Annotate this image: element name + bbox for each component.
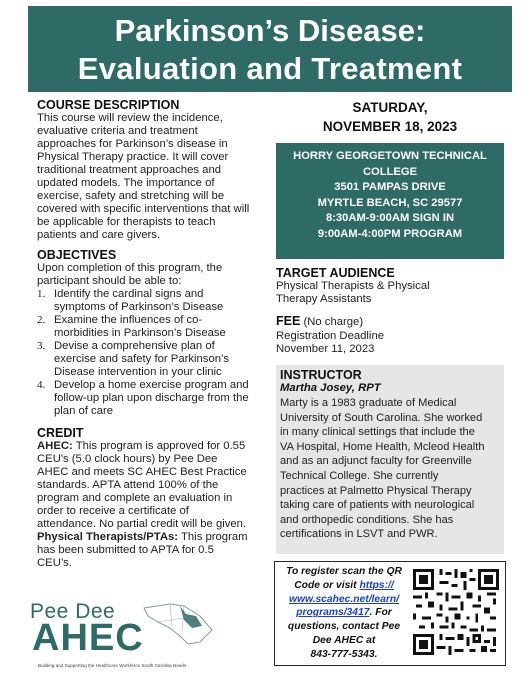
qr-code-icon[interactable] <box>413 568 499 656</box>
target-audience-text <box>276 280 504 306</box>
credit-line: CEU’s. <box>37 557 72 569</box>
objective-item <box>37 379 265 418</box>
credit-line: This program <box>178 531 248 543</box>
objectives-list <box>37 288 265 418</box>
event-date <box>276 98 504 136</box>
registration-link-part[interactable]: https:// <box>359 579 394 591</box>
desc-line: exercise, safety and stretching will be <box>37 190 225 202</box>
objectives-intro <box>37 262 265 288</box>
deadline-date: November 11, 2023 <box>276 343 375 355</box>
pee-dee-ahec-logo <box>30 600 265 676</box>
logo-tagline: Building and Supporting the Healthcare Workforce South Carolina Needs <box>38 663 187 668</box>
objective-line: symptoms of Parkinson’s Disease <box>54 301 224 313</box>
credit-line: order to receive a certificate of <box>37 505 189 517</box>
bio-line: VA Hospital, Home Health, Mcleod Health <box>280 440 485 453</box>
bio-line: Marty is a 1983 graduate of Medical <box>280 397 457 409</box>
logo-text-big: AHEC <box>32 617 144 659</box>
desc-line: This course will review the incidence, <box>37 112 223 124</box>
registration-text <box>281 565 407 662</box>
desc-line: evaluative criteria and treatment <box>37 125 198 137</box>
venue-line: MYRTLE BEACH, SC 29577 <box>317 196 463 209</box>
venue-line: 8:30AM-9:00AM SIGN IN <box>325 212 455 224</box>
desc-line: Physical Therapy practice. It will cover <box>37 151 229 163</box>
objective-line: Develop a home exercise program and <box>54 379 249 391</box>
objective-line: follow-up plan upon discharge from the <box>54 392 249 404</box>
credit-line: program and complete an evaluation in <box>37 492 233 504</box>
event-date-text: NOVEMBER 18, 2023 <box>322 119 458 134</box>
desc-line: approaches for Parkinson’s disease in <box>37 138 228 150</box>
objective-item <box>37 314 265 340</box>
credit-heading: CREDIT <box>37 426 84 440</box>
credit-pt-text <box>37 531 265 570</box>
fee-heading: FEE <box>276 314 301 328</box>
registration-line: questions, contact Pee <box>287 621 401 633</box>
registration-line: Dee AHEC at <box>312 634 376 646</box>
credit-ahec-text <box>37 440 265 531</box>
desc-line: updated models. The importance of <box>37 177 215 189</box>
registration-line: . For <box>369 607 392 619</box>
title-line-1: Parkinson’s Disease: <box>114 13 426 48</box>
objective-line: Devise a comprehensive plan of <box>54 340 215 352</box>
registration-line: Code or visit <box>294 579 360 591</box>
objective-item <box>37 340 265 379</box>
objective-number: 4. <box>37 379 46 391</box>
objective-line: plan of care <box>54 405 114 417</box>
deadline-label: Registration Deadline <box>276 330 385 342</box>
credit-ahec-label: AHEC: <box>37 440 73 452</box>
objective-item <box>37 288 265 314</box>
venue-box <box>276 143 504 259</box>
left-column <box>37 98 265 570</box>
objectives-intro-line: participant should be able to: <box>37 275 182 287</box>
registration-phone: 843-777-5343. <box>310 648 378 660</box>
instructor-bio <box>280 396 500 542</box>
instructor-box <box>276 365 504 554</box>
bio-line: practices at Palmetto Physical Therapy <box>280 484 472 497</box>
objective-number: 1. <box>37 288 46 300</box>
registration-box <box>274 561 506 666</box>
credit-line: AHEC and meets SC AHEC Best Practice <box>37 466 247 478</box>
registration-link[interactable]: programs/3417 <box>296 607 370 619</box>
credit-line: attendance. No partial credit will be given. <box>37 518 247 530</box>
credit-pt-label: Physical Therapists/PTAs: <box>37 531 179 543</box>
bio-line: and as an adjunct faculty for Greenville <box>280 455 472 468</box>
objective-line: Identify the cardinal signs and <box>54 288 204 300</box>
objective-line: morbidities in Parkinson’s Disease <box>54 327 226 339</box>
venue-line: 9:00AM-4:00PM PROGRAM <box>317 227 463 240</box>
objective-line: exercise and safety for Parkinson’s <box>54 353 229 365</box>
credit-line: standards. APTA attend 100% of the <box>37 479 219 491</box>
bio-line: University of South Carolina. She worked <box>280 411 483 424</box>
bio-line: Technical College. She currently <box>280 469 439 482</box>
course-description-text <box>37 112 265 242</box>
registration-deadline <box>276 330 504 356</box>
credit-line: has been submitted to APTA for 0.5 <box>37 544 214 556</box>
credit-line: This program is approved for 0.55 <box>72 440 246 452</box>
venue-line: HORRY GEORGETOWN TECHNICAL <box>293 150 487 162</box>
title-banner <box>28 6 512 92</box>
objective-number: 3. <box>37 340 46 352</box>
course-description-heading: COURSE DESCRIPTION <box>37 98 180 112</box>
fee-row <box>276 312 504 330</box>
registration-line: To register scan the QR <box>286 566 402 577</box>
credit-line: CEU's (5.0 clock hours) by Pee Dee <box>37 453 218 465</box>
fee-note: (No charge) <box>300 316 364 328</box>
desc-line: traditional treatment approaches and <box>37 164 222 176</box>
venue-line: COLLEGE <box>362 165 418 178</box>
bio-line: and orthopedic conditions. She has <box>280 513 454 526</box>
target-audience-heading: TARGET AUDIENCE <box>276 266 395 280</box>
objective-line: Examine the influences of co- <box>54 314 203 326</box>
objectives-intro-line: Upon completion of this program, the <box>37 262 223 274</box>
desc-line: patients and care givers. <box>37 229 161 241</box>
objective-number: 2. <box>37 314 46 326</box>
instructor-heading: INSTRUCTOR <box>280 368 362 382</box>
audience-line: Therapy Assistants <box>276 293 372 305</box>
bio-line: in many clinical settings that include the <box>280 426 475 439</box>
title-line-2: Evaluation and Treatment <box>77 51 463 86</box>
objective-line: Disease intervention in your clinic <box>54 366 222 378</box>
objectives-heading: OBJECTIVES <box>37 248 117 262</box>
audience-fee-section <box>276 266 504 356</box>
bio-line: certifications in LSVT and PWR. <box>280 528 438 541</box>
logo-text-small: Pee Dee <box>30 600 116 623</box>
audience-line: Physical Therapists & Physical <box>276 280 430 292</box>
venue-line: 3501 PAMPAS DRIVE <box>334 181 446 193</box>
south-carolina-map-icon <box>140 602 214 646</box>
bio-line: taking care of patients with neurological <box>280 499 475 512</box>
desc-line: be applicable for therapists to teach <box>37 216 216 228</box>
event-day: SATURDAY, <box>352 100 428 115</box>
desc-line: covered with specific interventions that will <box>37 203 250 215</box>
registration-link-part[interactable]: www.scahec.net/learn/ <box>288 593 400 605</box>
instructor-name: Martha Josey, RPT <box>280 382 381 394</box>
